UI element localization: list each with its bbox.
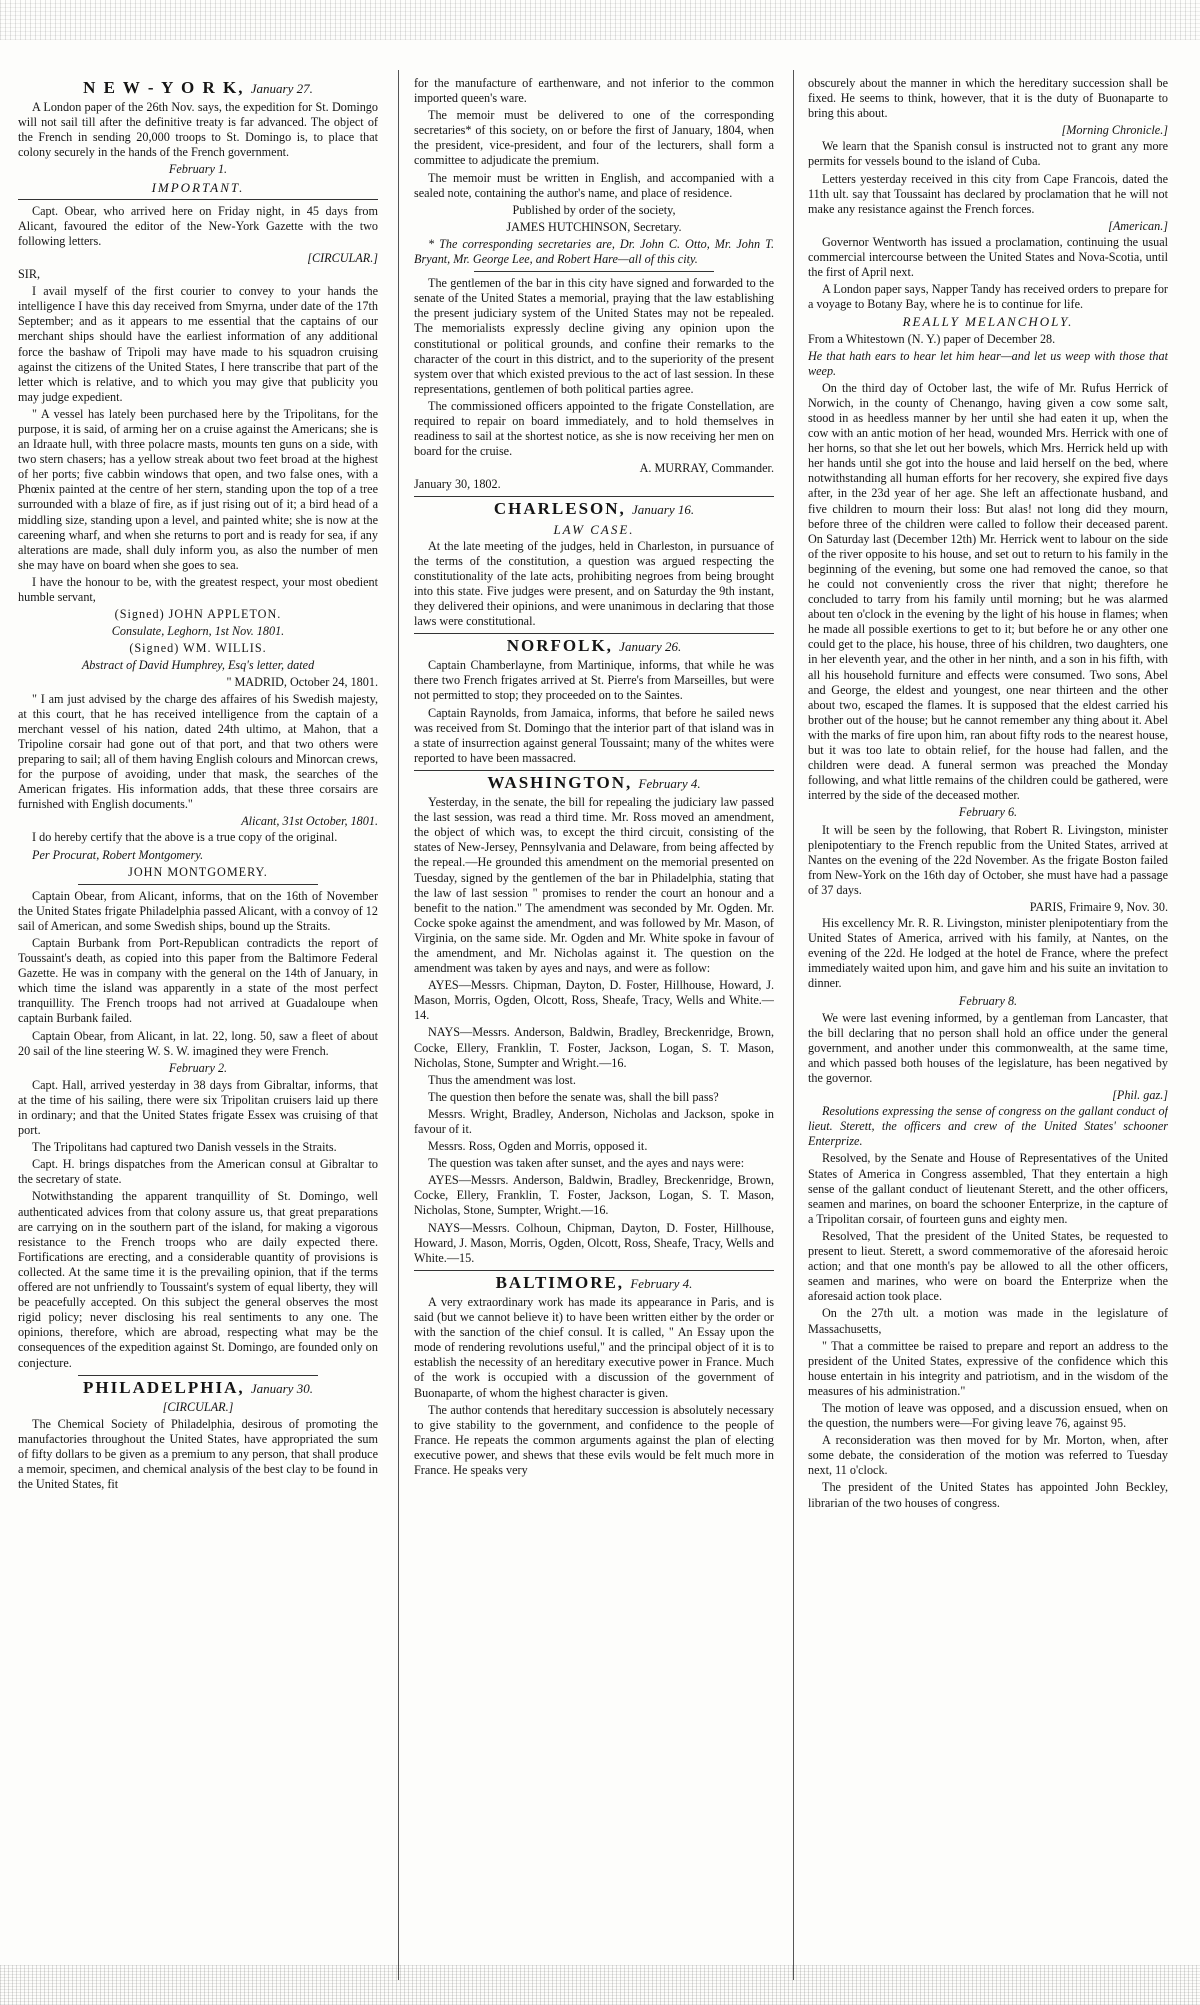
column-2 [414,76,774,1976]
article-paragraph: The memoir must be written in English, and accompanied with a sealed note, containing the author's name, and place of residence. [414,170,774,200]
dateline-baltimore: BALTIMORE, February 4. [495,1272,693,1292]
article-paragraph: The author contends that hereditary succession is absolutely necessary to give stability to the government, and confidence to the people of France. He repeats the common arguments against the plan of electing executive power, and shews that these evils would be felt much more in France. He speaks very [414,1402,774,1477]
letter-paragraph: I have the honour to be, with the greatest respect, your most obedient humble servant, [18,574,378,604]
dateline-new-york: N E W - Y O R K, January 27. [83,78,313,97]
heading-important: IMPORTANT. [151,179,245,195]
article-paragraph: Yesterday, in the senate, the bill for repealing the judiciary law passed the last session, was read a third time. Mr. Ross moved an amendment, the object of which was, to except the third circuit, consisting of the states of New-Jersey, Pennsylvania and Delaware, from being affected by the repeal.—He grounded this amendment on the memorial presented on Tuesday, signed by the gentlemen of the bar in Philadelphia, stating that the law of last session " promises to render the court an honour and a benefit to the nation." The amendment was seconded by Mr. Ogden. Mr. Cocke spoke against the amendment, and was followed by Mr. Mason, of Virginia, on the same side. Mr. Ogden and Mr. White spoke in favour of the amendment, and Mr. Nicholas against it. The question on the amendment was taken by ayes and nays, and were as follow: [414,795,774,976]
column-3 [808,76,1168,1976]
footnote: * The corresponding secretaries are, Dr. John C. Otto, Mr. John T. Bryant, Mr. George Lee, and Robert Hare—all of this city. [414,236,774,267]
article-paragraph: The Tripolitans had captured two Danish vessels in the Straits. [32,1140,337,1155]
article-paragraph: The president of the United States has appointed John Beckley, librarian of the two houses of congress. [808,1480,1168,1510]
divider [18,199,378,200]
signature-montgomery: JOHN MONTGOMERY. [128,864,268,879]
epigraph: He that hath ears to hear let him hear—and let us weep with those that weep. [808,348,1168,378]
signature-appleton: (Signed) JOHN APPLETON. [114,607,282,622]
consulate-line: Consulate, Leghorn, 1st Nov. 1801. [111,624,285,639]
date-line: February 8. [958,993,1018,1008]
abstract-heading: Abstract of David Humphrey, Esq's letter, dated [81,658,315,673]
divider [414,1270,774,1271]
published-line: Published by order of the society, [512,202,676,217]
article-paragraph: Messrs. Wright, Bradley, Anderson, Nicholas and Jackson, spoke in favour of it. [414,1106,774,1136]
article-paragraph: Capt. Obear, who arrived here on Friday night, in 45 days from Alicant, favoured the editor of the New-York Gazette with the two following letters. [18,203,378,248]
vote-ayes: AYES—Messrs. Anderson, Baldwin, Bradley, Breckenridge, Brown, Cocke, Ellery, Franklin, T. Foster, Jackson, Logan, S. T. Mason, Nicholas, Stone, Sumpter, Wright.—16. [414,1173,774,1218]
article-paragraph: A reconsideration was then moved for by Mr. Morton, when, after some debate, the consideration of the motion was referred to Tuesday next, 11 o'clock. [808,1433,1168,1478]
dateline-washington: WASHINGTON, February 4. [487,772,701,792]
article-paragraph: obscurely about the manner in which the hereditary succession shall be fixed. He seems to think, however, that it is the duty of Buonaparte to bring this about. [808,76,1168,121]
article-paragraph: A very extraordinary work has made its appearance in Paris, and is said (but we cannot believe it) to have been written either by the order or with the sanction of the chief consul. It is called, " An Essay upon the mode of rendering revolutions useful," and the principal object of it is to establish the necessity of an hereditary executive power in France. Much of the work is occupied with a discussion of the government of Buonaparte, of whom the highest character is given. [414,1294,774,1400]
article-paragraph: Captain Obear, from Alicant, informs, that on the 16th of November the United States frigate Philadelphia passed Alicant, with a convoy of 12 sail of American, and some Swedish ships, bound up the Straits. [18,888,378,933]
article-paragraph: On the third day of October last, the wife of Mr. Rufus Herrick of Norwich, in the county of Chenango, having given a cow some salt, stood in as heedless manner by her until she had eaten it up, when the cow with an antic motion of her head, wounded Mrs. Herrick with one of her horns, so that she let out her bowels, which Mrs. Herrick held up with her hands until she got into the house and laid herself on the bed, where notwithstanding all human efforts for her recovery, she expired five days after, in the 23d year of her age. She left an affectionate husband, and five children to mourn their loss: But alas! not long did they mourn, before three of the children were called to follow their deceased parent. On Saturday last (December 12th) Mr. Herrick went to labour on the side of the river opposite to his house, and set out to return to his family in the beginning of the evening, but some one had removed the canoe, so that he could not conveniently cross the river that night; therefore he concluded to tarry from his family until morning; but he was alarmed about ten o'clock in the evening by the light of his house in flames; when he made all possible exertions to get to it; but before he or any other one could get to the place, his house, three of his children, two daughters, one in her eleventh year, and the other in her ninth, and a son in his fifth, with all his household furniture and effects were consumed. Two sons, Abel and George, the eldest and youngest, one near thirteen and the other about two, escaped the flames. It is supposed that the eldest carried his brother out of the house; but he cannot remember any thing about it. Abel with the marks of fire upon him, ran about fifty rods to the nearest house, but it was too late to obtain relief, for the house had fallen, and the children were dead. A funeral sermon was preached the Monday following, and what little remains of the children could be gathered, were interred by the side of the deceased mother. [808,380,1168,803]
article-paragraph: The memoir must be delivered to one of the corresponding secretaries* of this society, on or before the first of January, 1804, when the president, vice-president, and four of the lecturers, shall form a committee to adjudicate the premium. [414,108,774,168]
article-paragraph: It will be seen by the following, that Robert R. Livingston, minister plenipotentiary to the French republic from the United States, arrived at Nantes on the evening of the 22d November. As the frigate Boston failed from New-York on the 16th day of October, she must have had a passage of 37 days. [808,822,1168,897]
divider [414,770,774,771]
heading-law-case: LAW CASE. [553,521,635,537]
article-paragraph: Captain Raynolds, from Jamaica, informs, that before he sailed news was received from St. Domingo that the interior part of that island was in a state of insurrection against general Toussaint; many of the whites were reported to have been massacred. [414,705,774,765]
article-paragraph: At the late meeting of the judges, held in Charleston, in pursuance of the terms of the constitution, a question was argued respecting the constitutionality of the late acts, prohibiting negroes from being brought into this state. Five judges were present, and on Saturday the 9th instant, they delivered their opinions, and were unanimous in declaring that those laws were constitutional. [414,538,774,629]
divider [78,884,318,885]
divider [78,1375,318,1376]
vote-ayes: AYES—Messrs. Chipman, Dayton, D. Foster, Hillhouse, Howard, J. Mason, Morris, Ogden, Olcott, Ross, Sheafe, Tracy, Wells and White.—14. [414,978,774,1023]
circular-tag: [CIRCULAR.] [307,250,378,265]
date-line: February 6. [958,805,1018,820]
signature-hutchinson: JAMES HUTCHINSON, Secretary. [506,219,682,234]
circular-tag: [CIRCULAR.] [162,1399,234,1414]
letter-paragraph: I avail myself of the first courier to convey to your hands the intelligence I have this day received from Smyrna, under date of the 17th September; and as it appears to me essential that the captains of our merchant ships should have the earliest information of any additional force the bashaw of Tripoli may have made to his squadron cruising against the citizens of the United States, I here transcribe that part of the letter which is relative, and to which you may give that publicity you may judge expedient. [18,284,378,404]
vote-nays: NAYS—Messrs. Colhoun, Chipman, Dayton, D. Foster, Hillhouse, Howard, J. Mason, Morris, Ogden, Olcott, Ross, Sheafe, Tracy, Wells and White.—15. [414,1220,774,1265]
article-paragraph: Capt. H. brings dispatches from the American consul at Gibraltar to the secretary of state. [18,1157,378,1187]
vote-nays: NAYS—Messrs. Anderson, Baldwin, Bradley, Breckenridge, Brown, Cocke, Ellery, Franklin, T. Foster, Jackson, Logan, S. T. Mason, Nicholas, Stone, Sumpter and Wright.—16. [414,1025,774,1070]
article-paragraph: The motion of leave was opposed, and a discussion ensued, when on the question, the numbers were—For giving leave 76, against 95. [808,1400,1168,1431]
article-paragraph: The question then before the senate was, shall the bill pass? [428,1089,719,1104]
resolution-paragraph: Resolved, That the president of the United States, be requested to present to lieut. Sterett, a sword commemorative of the aforesaid heroic action; and that one month's pay be allowed to all the other officers, seamen and marines, who were on board the Enterprize when the aforesaid action took place. [808,1228,1168,1304]
divider [414,496,774,497]
source-tag: [American.] [1108,218,1168,233]
article-paragraph: Governor Wentworth has issued a proclamation, continuing the usual commercial intercourse between the United States and Nova-Scotia, until the first of April next. [808,234,1168,280]
signature-willis: (Signed) WM. WILLIS. [129,641,267,656]
article-paragraph: Notwithstanding the apparent tranquillity of St. Domingo, well authenticated advices from that colony assure us, that great preparations are carrying on in the southern part of the island, for making a vigorous resistance to the French troops who are daily expected there. Fortifications are erecting, and a considerable quantity of provisions is collected. At the same time it is the prevailing opinion, that if the terms offered are not unfriendly to Toussaint's system of equal liberty, they will be peacefully accepted. On this subject the general observes the most rigid policy; never disclosing his real sentiments to any one. The opinions, therefore, which are abroad, respecting what may be the consequences of the expedition against St. Domingo, are founded only on conjecture. [18,1189,378,1370]
scan-edge-top [0,0,1200,40]
article-paragraph: His excellency Mr. R. R. Livingston, minister plenipotentiary from the United States of America, arrived with his family, at Nantes, on the evening of the 22d. He lodged at the hotel de France, where the prefect immediately waited upon him, and gave him and his suite an invitation to dinner. [808,916,1168,991]
heading-melancholy: REALLY MELANCHOLY. [902,314,1074,330]
article-paragraph: Capt. Hall, arrived yesterday in 38 days from Gibraltar, informs, that at the time of his sailing, there were six Tripolitan cruisers laid up there in ordinary; and that the United States frigate Essex was cruising of that port. [18,1077,378,1138]
resolutions-heading: Resolutions expressing the sense of congress on the gallant conduct of lieut. Sterett, the officers and crew of the United States' schooner Enterprize. [808,1104,1168,1149]
divider [414,633,774,634]
source-tag: [Morning Chronicle.] [1061,123,1168,138]
dateline-norfolk: NORFOLK, January 26. [506,636,682,656]
column-rule-left [398,70,399,1980]
madrid-date: " MADRID, October 24, 1801. [226,675,378,690]
column-1 [18,76,378,1981]
article-paragraph: " That a committee be raised to prepare and report an address to the president of the United States, expressive of the confidence which this house entertain in his integrity and patriotism, and in the wisdom of the measures of his administration." [808,1338,1168,1398]
article-paragraph: Captain Obear, from Alicant, in lat. 22, long. 50, saw a fleet of about 20 sail of the line steering W. S. W. imagined they were French. [18,1028,378,1058]
dateline-charleston: CHARLESON, January 16. [493,499,695,519]
article-paragraph: The gentlemen of the bar in this city have signed and forwarded to the senate of the United States a memorial, praying that the law establishing the present judiciary system of the United States may not be repealed. The memorialists expressly decline giving any opinion upon the constitutional or political grounds, and confine their remarks to the character of the court in this district, and to the superiority of the present system over that which existed previous to the act of last session. In these representations, gentlemen of both political parties agree. [414,276,774,396]
article-paragraph: We were last evening informed, by a gentleman from Lancaster, that the bill declaring that no person shall hold an office under the general government, and another under this commonwealth, at the same time, and which passed both houses of the legislature, has been negatived by the governor. [808,1010,1168,1085]
dateline-philadelphia: PHILADELPHIA, January 30. [83,1377,313,1397]
column-rule-right [793,70,794,1980]
paris-dateline: PARIS, Frimaire 9, Nov. 30. [1029,899,1168,914]
source-line: From a Whitestown (N. Y.) paper of December 28. [808,331,1056,346]
date-line: February 2. [168,1060,228,1075]
article-paragraph: The commissioned officers appointed to the frigate Constellation, are required to repair on board immediately, and to hold themselves in readiness to sail at the shortest notice, as she is now receiving her men on board for the cruise. [414,398,774,459]
divider [474,271,714,272]
source-tag: [Phil. gaz.] [1112,1088,1168,1103]
signature-murray: A. MURRAY, Commander. [639,461,774,476]
article-paragraph: The Chemical Society of Philadelphia, desirous of promoting the manufactories throughout the United States, have appropriated the sum of fifty dollars to be given as a premium to any person, that shall produce a memoir, specimen, and chemical analysis of the best clay to be found in the United States, fit [18,1416,378,1492]
article-paragraph: for the manufacture of earthenware, and not inferior to the common imported queen's ware. [414,76,774,106]
article-paragraph: Captain Burbank from Port-Republican contradicts the report of Toussaint's death, as copied into this paper from the Baltimore Federal Gazette. He was in company with the general on the 14th of January, in which time the island was apparently in a state of the most perfect tranquillity. The French troops had not arrived at Guadaloupe when captain Burbank failed. [18,935,378,1026]
procurat-line: Per Procurat, Robert Montgomery. [32,847,204,862]
article-paragraph: Messrs. Ross, Ogden and Morris, opposed it. [428,1139,648,1154]
murray-date: January 30, 1802. [414,477,501,492]
alicant-date: Alicant, 31st October, 1801. [241,814,378,829]
salutation: SIR, [18,267,41,282]
letter-paragraph: " A vessel has lately been purchased here by the Tripolitans, for the purpose, it is said, of arming her on a cruise against the Americans; she is an Idraate hull, with three polacre masts, mounts ten guns on a side, with two stern chasers; has a yellow streak about two feet broad at the highest of her ports; five cabbin windows that open, and two false ones, with a Phœnix painted at the centre of her stern, standing upon the top of a tree surrounded with a blaze of fire, as if just rising out of it; a bird head of a middling size, standing upon a level, and painted white; she is now at the careening wharf, and when she returns to port and is ready for sea, if any alterations are made, shall duly inform you, as also the number of men she may have on board when she goes to sea. [18,406,378,572]
date-line: February 1. [168,162,228,177]
resolution-paragraph: Resolved, by the Senate and House of Representatives of the United States of America in Congress assembled, That they entertain a high sense of the gallant conduct of lieutenant Sterett, and the other officers, seamen and marines, on board the schooner Enterprize, in the capture of a Tripolitan corsair, of fourteen guns and eighty men. [808,1151,1168,1226]
letter-paragraph: " I am just advised by the charge des affaires of his Swedish majesty, at this court, that he has received intelligence from the captain of a merchant vessel of his nation, dated 24th ultimo, at Mahon, that a Tripoline corsair had gone out of that port, and that two others were preparing to sail; all of them having English colours and Minorcan crews, for the purpose of avoiding, under that mask, the searches of the American frigates. His information adds, that these three corsairs are furnished with English documents." [18,691,378,812]
article-paragraph: Thus the amendment was lost. [428,1072,576,1087]
article-paragraph: Captain Chamberlayne, from Martinique, informs, that while he was there two French frigates arrived at St. Pierre's from Marseilles, but were not permitted to stop; they proceeded on to the Saintes. [414,658,774,703]
article-paragraph: Letters yesterday received in this city from Cape Francois, dated the 11th ult. say that Toussaint has declared by proclamation that he will not make any resistance against the French forces. [808,171,1168,216]
article-paragraph: We learn that the Spanish consul is instructed not to grant any more permits for vessels bound to the island of Cuba. [808,139,1168,169]
article-paragraph: I do hereby certify that the above is a true copy of the original. [32,830,338,845]
article-paragraph: A London paper says, Napper Tandy has received orders to prepare for a voyage to Botany Bay, where he is to continue for life. [808,282,1168,312]
article-paragraph: A London paper of the 26th Nov. says, the expedition for St. Domingo will not sail till after the definitive treaty is far advanced. The object of the French in sending 20,000 troops to St. Domingo is, to place that colony securely in the hands of the French government. [18,100,378,160]
article-paragraph: The question was taken after sunset, and the ayes and nays were: [428,1156,745,1171]
article-paragraph: On the 27th ult. a motion was made in the legislature of Massachusetts, [808,1306,1168,1336]
